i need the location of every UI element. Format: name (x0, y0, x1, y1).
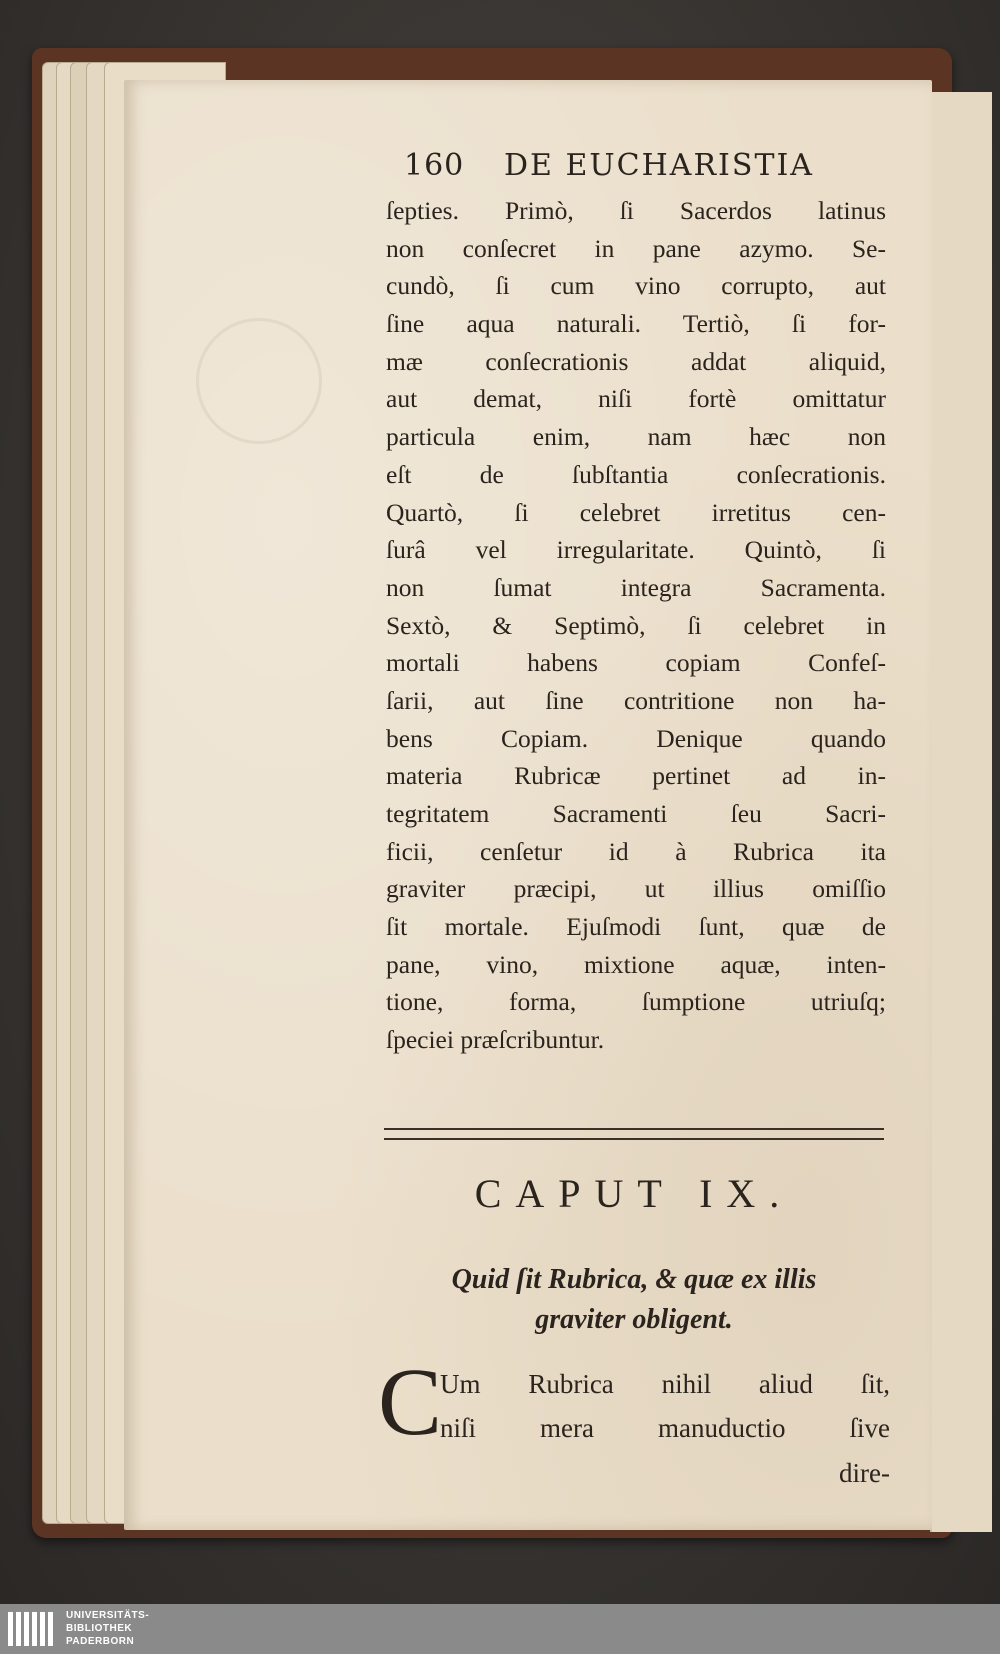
section-rule (384, 1128, 884, 1140)
text-line: tegritatem Sacramenti ſeu Sacri- (386, 799, 886, 828)
text-line: ſit mortale. Ejuſmodi ſunt, quæ de (386, 912, 886, 942)
text-line: materia Rubricæ pertinet ad in- (386, 761, 886, 791)
text-line: non conſecret in pane azymo. Se- (386, 233, 886, 263)
text-line: eſt de ſubſtantia conſecrationis. (386, 459, 886, 489)
body-text (386, 192, 886, 1059)
text-line: pane, vino, mixtione aquæ, inten- (386, 949, 886, 979)
library-footer-bar (0, 1604, 1000, 1654)
text-line: aut demat, niſi fortè omittatur (386, 384, 886, 414)
library-logo-icon (6, 1608, 60, 1650)
library-name (66, 1609, 149, 1648)
library-name-line: PADERBORN (66, 1636, 135, 1647)
chapter-opening-text (440, 1362, 890, 1450)
text-line: mortali habens copiam Confeſ- (386, 648, 886, 678)
catchword: dire- (839, 1458, 890, 1488)
text-line: tione, forma, ſumptione utriuſq; (386, 987, 886, 1017)
text-line: Sextò, & Septimò, ſi celebret in (386, 610, 886, 640)
text-line: Quartò, ſi celebret irretitus cen- (386, 497, 886, 527)
running-head (404, 148, 944, 192)
drop-cap: C (378, 1348, 443, 1455)
text-line: bens Copiam. Denique quando (386, 723, 886, 753)
chapter-subtitle-line: graviter obligent. (535, 1304, 733, 1335)
text-line: graviter præcipi, ut illius omiſſio (386, 874, 886, 904)
text-line: ficii, cenſetur id à Rubrica ita (386, 836, 886, 866)
text-line: Um Rubrica nihil aliud ſit, (440, 1369, 890, 1399)
text-line: niſi mera manuductio ſive (440, 1413, 890, 1443)
running-title: DE EUCHARISTIA (504, 148, 814, 183)
library-name-line: BIBLIOTHEK (66, 1623, 133, 1634)
text-line: mæ conſecrationis addat aliquid, (386, 346, 886, 376)
chapter-subtitle (364, 1260, 904, 1340)
book-page (124, 80, 932, 1530)
library-name-line: UNIVERSITÄTS- (66, 1610, 150, 1621)
facing-page-edge (930, 92, 992, 1532)
text-line: ſurâ vel irregularitate. Quintò, ſi (386, 535, 886, 565)
text-line: non ſumat integra Sacramenta. (386, 572, 886, 602)
text-line: particula enim, nam hæc non (386, 422, 886, 452)
faded-stamp (196, 318, 322, 444)
text-line: cundò, ſi cum vino corrupto, aut (386, 271, 886, 301)
page-number: 160 (404, 148, 465, 183)
chapter-heading: CAPUT IX. (474, 1171, 794, 1216)
text-line: ſine aqua naturali. Tertiò, ſi for- (386, 309, 886, 339)
text-line: ſpeciei præſcribuntur. (386, 1025, 605, 1055)
text-line: ſarii, aut ſine contritione non ha- (386, 685, 886, 715)
text-line: ſepties. Primò, ſi Sacerdos latinus (386, 196, 886, 225)
chapter-subtitle-line: Quid ſit Rubrica, & quæ ex illis (451, 1264, 817, 1295)
